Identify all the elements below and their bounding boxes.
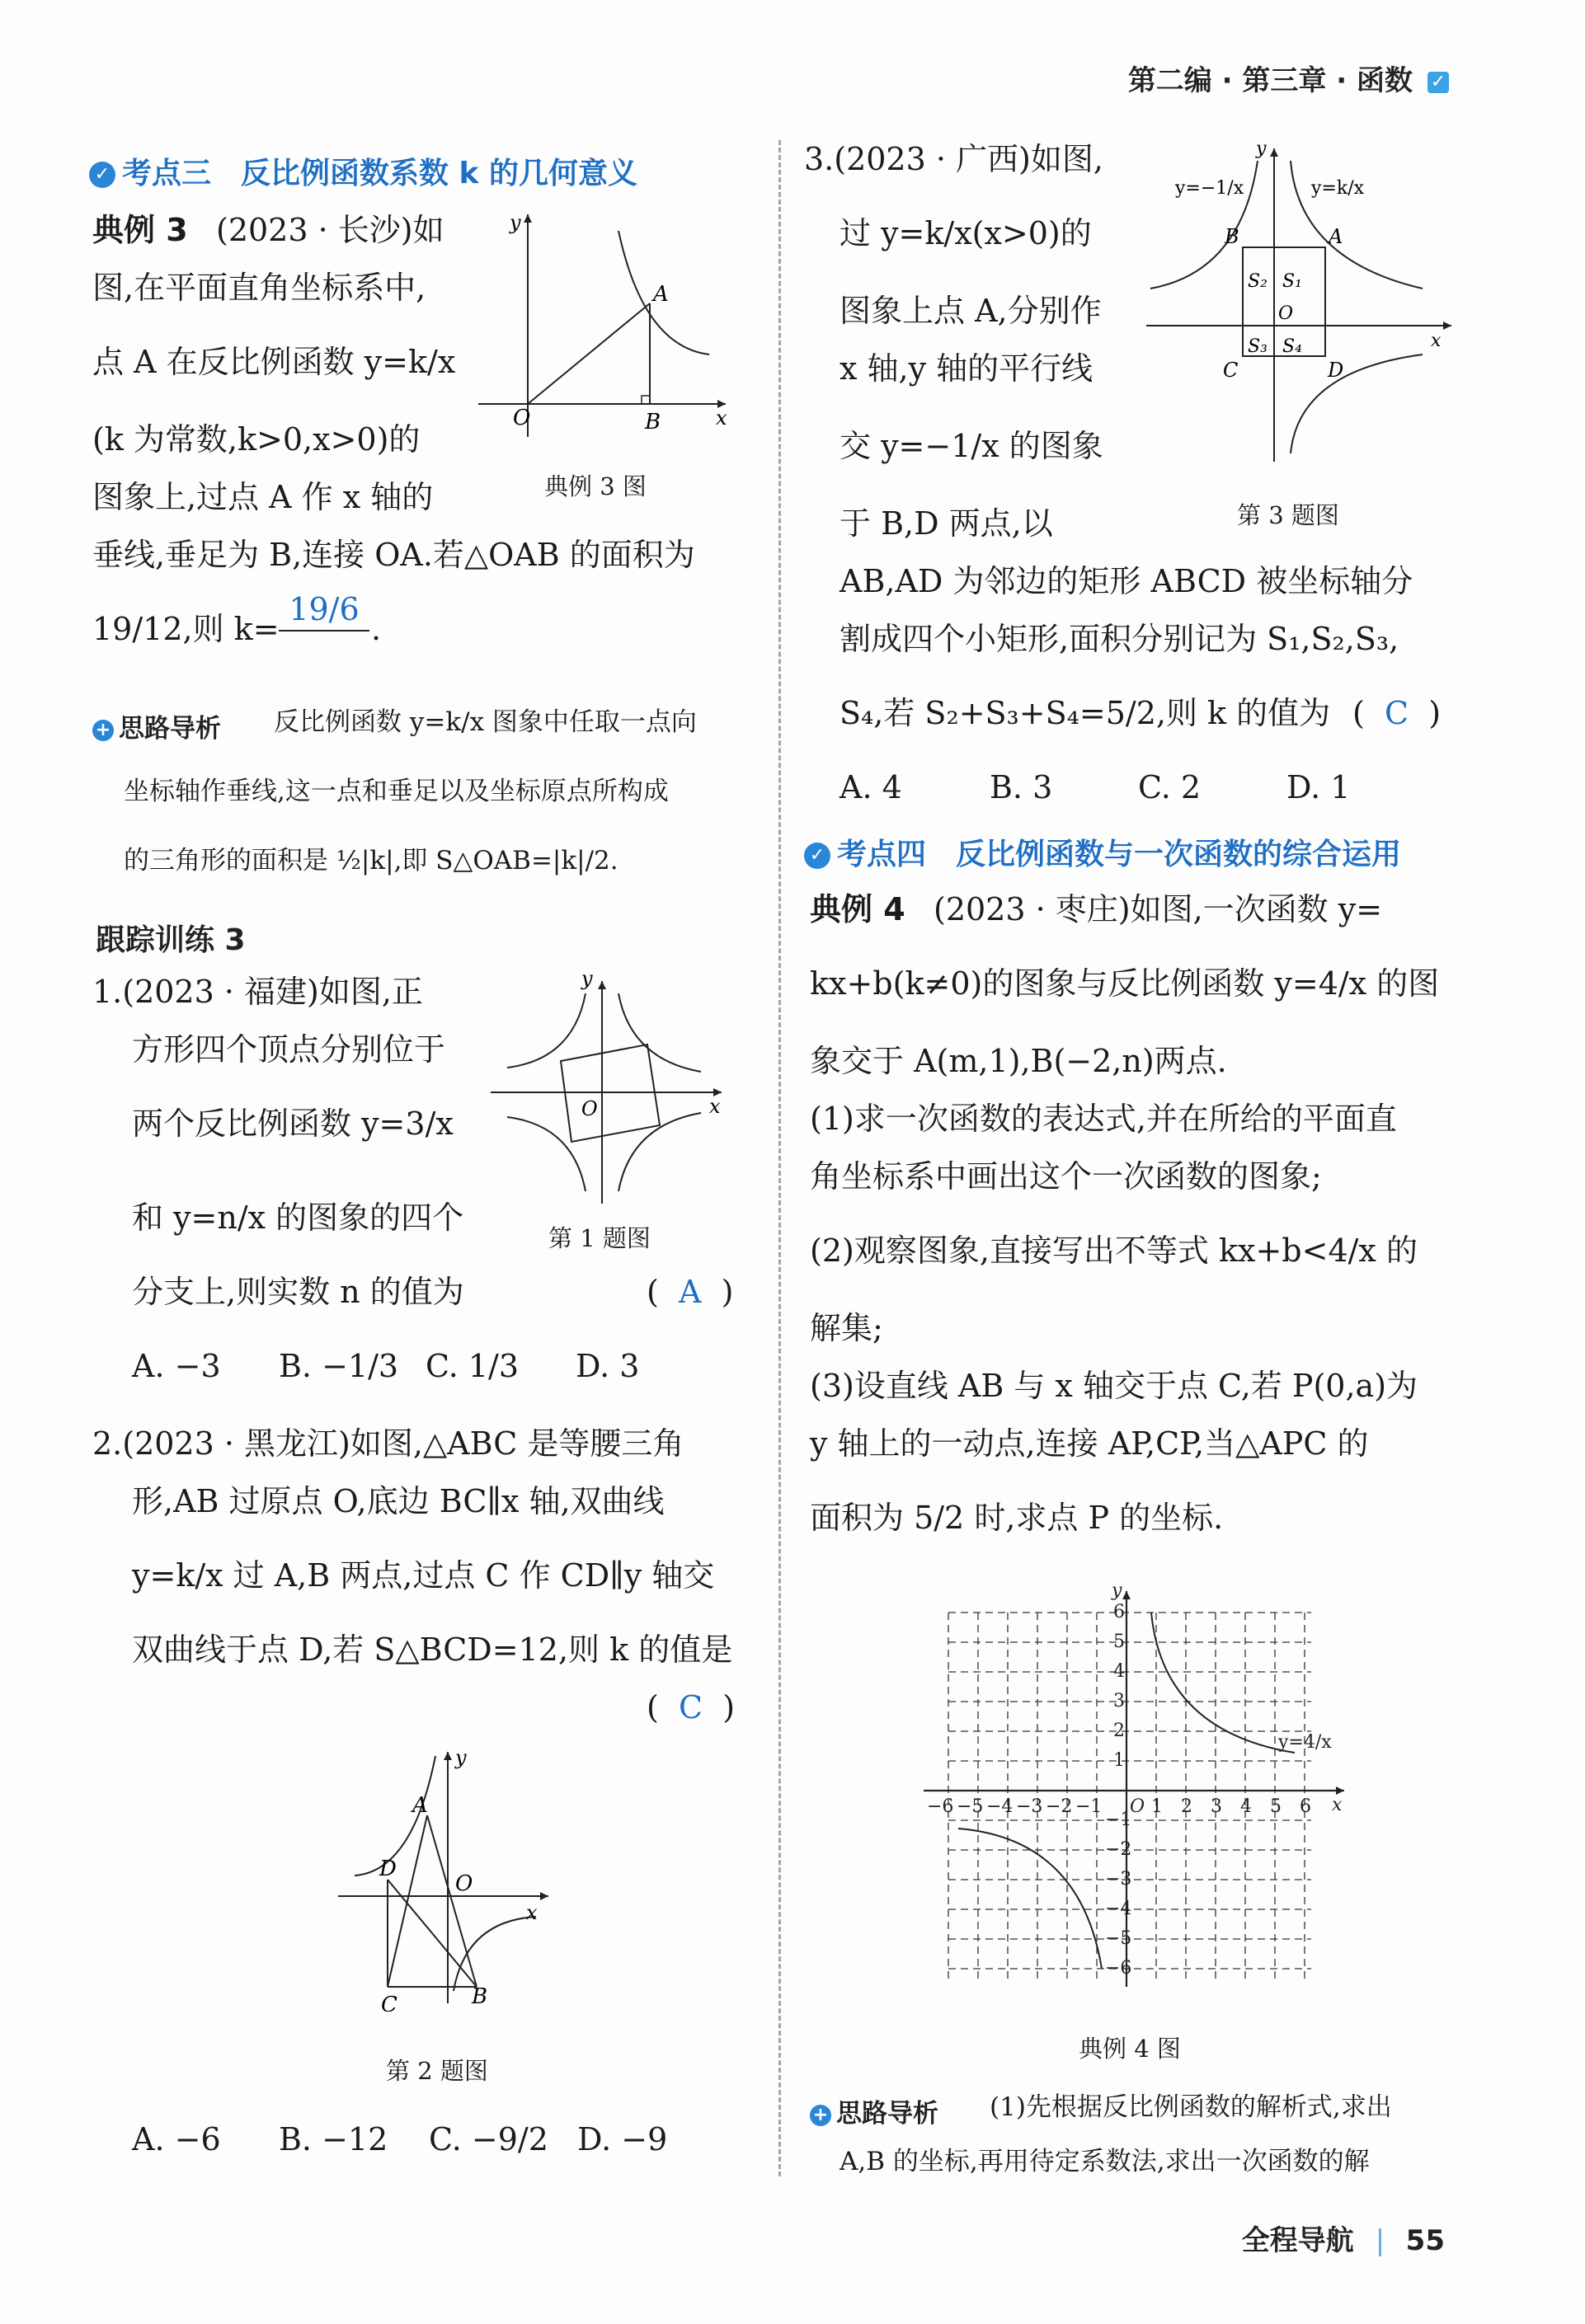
example3-line: 点 A 在反比例函数 y=k/x: [92, 344, 456, 380]
svg-text:x: x: [709, 1095, 721, 1118]
example4-line: 面积为 5/2 时,求点 P 的坐标.: [810, 1500, 1224, 1536]
example4-line: 角坐标系中画出这个一次函数的图象;: [810, 1158, 1322, 1195]
svg-text:4: 4: [1113, 1661, 1125, 1682]
q2-answer: C: [678, 1689, 703, 1725]
svg-text:S₄: S₄: [1282, 336, 1302, 357]
example3-line: 图,在平面直角坐标系中,: [92, 270, 426, 306]
svg-text:y: y: [1112, 1580, 1122, 1601]
example4-line: (2023 · 枣庄)如图,一次函数 y=: [934, 891, 1383, 927]
q2-option-b: B. −12: [279, 2121, 388, 2157]
svg-text:D: D: [379, 1857, 397, 1881]
plus-badge-icon: +: [810, 2105, 831, 2126]
q2-answer-bracket: ( C ): [647, 1689, 736, 1725]
svg-text:1: 1: [1151, 1796, 1163, 1817]
q3-option-c: C. 2: [1138, 769, 1202, 805]
chapter-header: [1128, 58, 1449, 98]
svg-text:−6: −6: [927, 1796, 954, 1817]
example4-fig-caption: 典例 4 图: [1079, 2035, 1181, 2063]
q2-line: 双曲线于点 D,若 S△BCD=12,则 k 的值是: [132, 1631, 733, 1668]
footer-brand: 全程导航: [1241, 2224, 1354, 2257]
q3-fig-caption: 第 3 题图: [1237, 501, 1339, 529]
q1-line: 方形四个顶点分别位于: [132, 1031, 446, 1068]
example4-line: (1)求一次函数的表达式,并在所给的平面直: [810, 1101, 1397, 1137]
q1-line: 两个反比例函数 y=3/x: [132, 1106, 454, 1142]
svg-text:−2: −2: [1046, 1796, 1073, 1817]
svg-text:A: A: [653, 282, 669, 307]
q2-fig-caption: 第 2 题图: [386, 2057, 488, 2085]
q3-line: 交 y=−1/x 的图象: [840, 428, 1103, 464]
column-divider: [778, 140, 781, 2176]
page-footer: [1242, 2218, 1445, 2258]
example3-line: (k 为常数,k>0,x>0)的: [92, 421, 421, 458]
svg-text:3: 3: [1113, 1691, 1125, 1711]
svg-text:C: C: [1223, 359, 1239, 382]
guide3-label: + 思路导析: [92, 707, 221, 744]
q3-line: 割成四个小矩形,面积分别记为 S₁,S₂,S₃,: [840, 621, 1399, 657]
q3-figure: [1142, 136, 1460, 466]
q1-answer: A: [678, 1274, 702, 1310]
example3-answer: 19/6: [279, 589, 369, 631]
guide4-label: + 思路导析: [810, 2092, 938, 2129]
svg-text:A: A: [412, 1793, 428, 1818]
q3-line: AB,AD 为邻边的矩形 ABCD 被坐标轴分: [840, 563, 1413, 599]
svg-text:6: 6: [1300, 1796, 1311, 1817]
guide4-line: (1)先根据反比例函数的解析式,求出: [990, 2092, 1392, 2122]
svg-text:−3: −3: [1016, 1796, 1043, 1817]
svg-text:−4: −4: [986, 1796, 1014, 1817]
q3-answer-bracket: ( C ): [1352, 695, 1442, 731]
svg-text:B: B: [472, 1984, 488, 2009]
example3-line: .: [371, 611, 382, 647]
svg-text:−2: −2: [1105, 1839, 1132, 1860]
example4-line: 象交于 A(m,1),B(−2,n)两点.: [810, 1043, 1227, 1079]
svg-text:B: B: [645, 410, 661, 434]
svg-text:−5: −5: [957, 1796, 984, 1817]
section3-title: ✓ 考点三 反比例函数系数 k 的几何意义: [89, 150, 637, 192]
q1-fig-caption: 第 1 题图: [548, 1224, 651, 1252]
svg-text:5: 5: [1113, 1631, 1125, 1652]
q1-line: 和 y=n/x 的图象的四个: [132, 1200, 464, 1236]
svg-text:O: O: [455, 1871, 473, 1896]
chapter-breadcrumb: 第二编 · 第三章 · 函数: [1127, 64, 1413, 97]
q2-figure: [330, 1739, 561, 2012]
q3-answer: C: [1384, 695, 1409, 731]
example3-line: (2023 · 长沙)如: [216, 212, 444, 248]
svg-text:D: D: [1328, 359, 1344, 382]
svg-text:y=4/x: y=4/x: [1278, 1732, 1332, 1753]
example3-line: 图象上,过点 A 作 x 轴的: [92, 479, 434, 515]
check-icon: ✓: [1427, 72, 1449, 93]
q1-line: 分支上,则实数 n 的值为: [132, 1274, 464, 1310]
plus-badge-icon: +: [92, 720, 114, 741]
check-badge-icon: ✓: [89, 162, 115, 188]
svg-text:2: 2: [1113, 1721, 1125, 1741]
example3-label: 典例 3: [92, 212, 188, 248]
svg-text:2: 2: [1181, 1796, 1192, 1817]
check-badge-icon: ✓: [804, 843, 830, 869]
svg-text:y: y: [455, 1746, 467, 1769]
q1-answer-bracket: ( A ): [647, 1274, 734, 1310]
example4-line: (2)观察图象,直接写出不等式 kx+b<4/x 的: [810, 1232, 1418, 1269]
svg-text:3: 3: [1211, 1796, 1222, 1817]
guide3-line: 坐标轴作垂线,这一点和垂足以及坐标原点所构成: [124, 777, 669, 806]
q1-figure: [482, 969, 730, 1208]
svg-text:O: O: [513, 406, 531, 430]
svg-text:4: 4: [1240, 1796, 1252, 1817]
example4-figure: [915, 1566, 1361, 1995]
svg-text:y=−1/x: y=−1/x: [1175, 178, 1244, 199]
svg-text:x: x: [1332, 1795, 1343, 1815]
q2-option-a: A. −6: [132, 2121, 221, 2157]
svg-text:−1: −1: [1105, 1810, 1132, 1830]
track-training-title: 跟踪训练 3: [96, 923, 246, 957]
svg-text:O: O: [581, 1097, 598, 1120]
svg-text:y: y: [1256, 139, 1267, 159]
q1-option-c: C. 1/3: [426, 1348, 520, 1384]
q3-line: 于 B,D 两点,以: [840, 505, 1053, 542]
svg-text:−6: −6: [1105, 1958, 1132, 1979]
example4-line: y 轴上的一动点,连接 AP,CP,当△APC 的: [810, 1425, 1369, 1462]
svg-text:x: x: [1431, 331, 1442, 351]
svg-text:C: C: [381, 1993, 397, 2012]
q1-option-a: A. −3: [132, 1348, 221, 1384]
example3-figure: [462, 198, 734, 437]
svg-text:y=k/x: y=k/x: [1311, 178, 1365, 199]
q3-line: 过 y=k/x(x>0)的: [840, 215, 1092, 251]
page-number: 55: [1405, 2224, 1445, 2257]
svg-text:6: 6: [1113, 1602, 1125, 1622]
q3-line: S₄,若 S₂+S₃+S₄=5/2,则 k 的值为: [840, 695, 1331, 731]
svg-text:O: O: [1130, 1796, 1145, 1817]
example4-label: 典例 4: [810, 891, 905, 927]
q2-line: y=k/x 过 A,B 两点,过点 C 作 CD∥y 轴交: [132, 1557, 715, 1594]
q1-option-d: D. 3: [576, 1348, 640, 1384]
svg-text:−4: −4: [1105, 1899, 1132, 1919]
q3-line: x 轴,y 轴的平行线: [840, 350, 1094, 387]
svg-text:A: A: [1329, 225, 1343, 248]
example4-line: 解集;: [810, 1310, 883, 1346]
q3-option-a: A. 4: [840, 769, 902, 805]
svg-text:y: y: [581, 969, 593, 990]
q3-line: 图象上点 A,分别作: [840, 293, 1102, 329]
example3-fig-caption: 典例 3 图: [544, 472, 647, 500]
q2-line: 2.(2023 · 黑龙江)如图,△ABC 是等腰三角: [92, 1425, 684, 1462]
guide4-line: A,B 的坐标,再用待定系数法,求出一次函数的解: [840, 2147, 1370, 2176]
q2-option-c: C. −9/2: [429, 2121, 548, 2157]
svg-text:x: x: [526, 1901, 538, 1924]
q3-option-d: D. 1: [1286, 769, 1351, 805]
svg-text:−5: −5: [1105, 1928, 1132, 1949]
q2-option-d: D. −9: [577, 2121, 668, 2157]
svg-text:5: 5: [1270, 1796, 1282, 1817]
q2-line: 形,AB 过原点 O,底边 BC∥x 轴,双曲线: [132, 1483, 665, 1519]
example3-line: 19/12,则 k=: [92, 611, 280, 647]
guide3-line: 反比例函数 y=k/x 图象中任取一点向: [274, 707, 697, 737]
svg-text:y: y: [510, 211, 521, 234]
svg-text:S₁: S₁: [1282, 271, 1302, 292]
example3-line: 垂线,垂足为 B,连接 OA.若△OAB 的面积为: [92, 537, 695, 573]
guide3-line: 的三角形的面积是 ½|k|,即 S△OAB=|k|/2.: [124, 846, 618, 876]
q1-line: 1.(2023 · 福建)如图,正: [92, 974, 423, 1010]
example4-line: kx+b(k≠0)的图象与反比例函数 y=4/x 的图: [810, 965, 1440, 1002]
svg-text:−1: −1: [1075, 1796, 1103, 1817]
svg-text:x: x: [716, 406, 727, 430]
footer-divider: [1379, 2228, 1381, 2256]
svg-text:S₃: S₃: [1248, 336, 1268, 357]
q3-line: 3.(2023 · 广西)如图,: [804, 141, 1103, 177]
q1-option-b: B. −1/3: [279, 1348, 399, 1384]
svg-text:−3: −3: [1105, 1869, 1132, 1890]
example4-line: (3)设直线 AB 与 x 轴交于点 C,若 P(0,a)为: [810, 1368, 1418, 1404]
q3-option-b: B. 3: [990, 769, 1053, 805]
svg-text:O: O: [1278, 303, 1294, 324]
svg-text:B: B: [1225, 225, 1239, 248]
svg-text:1: 1: [1113, 1750, 1125, 1771]
section4-title: ✓ 考点四 反比例函数与一次函数的综合运用: [804, 831, 1401, 873]
svg-text:S₂: S₂: [1248, 271, 1268, 292]
